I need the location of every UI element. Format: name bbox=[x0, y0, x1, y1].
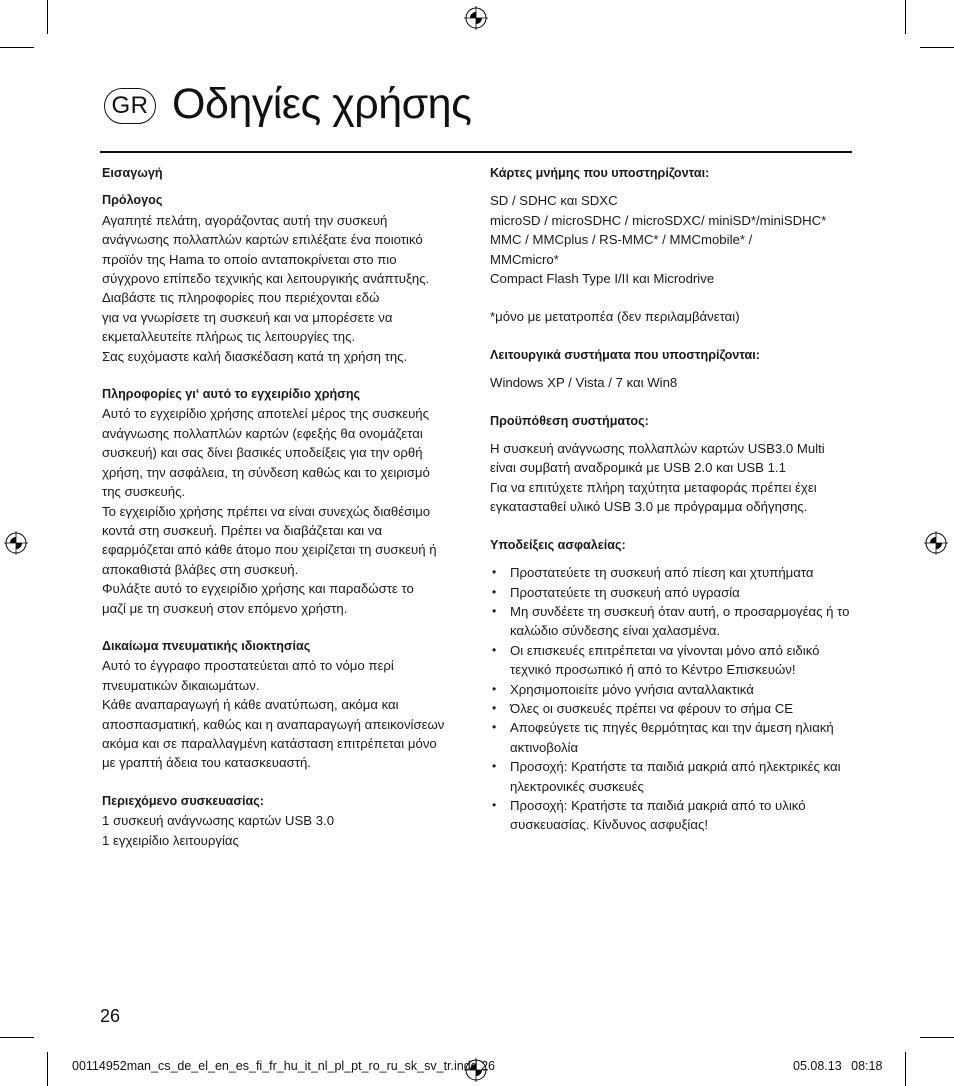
list-item: • Αποφεύγετε τις πηγές θερμότητας και την άμεση ηλιακή ακτινοβολία bbox=[490, 718, 855, 757]
text-line: σύγχρονο επίπεδο τεχνικής και λειτουργικής ανάπτυξης. bbox=[102, 271, 430, 287]
text-line: με γραπτή άδεια του κατασκευαστή. bbox=[102, 755, 311, 771]
text-line: Αγαπητέ πελάτη, αγοράζοντας αυτή την συσκευή bbox=[102, 212, 388, 228]
footer-file-name: 00114952man_cs_de_el_en_es_fi_fr_hu_it_nl_pl_pt_ro_ru_sk_sv_tr.indd 26 bbox=[72, 1059, 496, 1073]
list-item: • Όλες οι συσκευές πρέπει να φέρουν το σήμα CE bbox=[490, 699, 855, 718]
text-line: Σας ευχόμαστε καλή διασκέδαση κατά τη χρήση της. bbox=[102, 348, 408, 364]
crop-mark-top-right-vertical bbox=[905, 0, 906, 34]
text-line: Η συσκευή ανάγνωσης πολλαπλών καρτών USB3.0 Multi bbox=[490, 441, 825, 457]
text-line: SD / SDHC και SDXC bbox=[490, 193, 618, 209]
package-contents-text bbox=[102, 811, 468, 850]
supported-cards-heading: Κάρτες μνήμης που υποστηρίζονται: bbox=[490, 166, 710, 180]
copyright-text bbox=[102, 656, 468, 772]
list-item: • Χρησιμοποιείτε μόνο γνήσια ανταλλακτικά bbox=[490, 680, 855, 699]
text-line: MMC / MMCplus / RS-MMC* / MMCmobile* / bbox=[490, 232, 753, 248]
registration-mark-icon bbox=[4, 531, 28, 555]
safety-list bbox=[490, 563, 855, 835]
package-contents-heading: Περιεχόμενο συσκευασίας: bbox=[102, 793, 264, 808]
text-line: πνευματικών δικαιωμάτων. bbox=[102, 677, 260, 693]
language-badge: GR bbox=[104, 88, 156, 124]
text-line: εφαρμόζεται από κάθε άτομο που χειρίζεται τη συσκευή ή bbox=[102, 542, 437, 558]
crop-mark-bottom-right-vertical bbox=[905, 1052, 906, 1086]
preface-text bbox=[102, 211, 468, 366]
supported-cards-text bbox=[490, 191, 855, 288]
text-line: είναι συμβατή αναδρομικά με USB 2.0 και USB 1.1 bbox=[490, 460, 786, 476]
text-line: Αυτό το έγγραφο προστατεύεται από το νόμο περί bbox=[102, 658, 394, 674]
footer-date-time: 05.08.13 08:18 bbox=[793, 1059, 883, 1073]
list-item: • Οι επισκευές επιτρέπεται να γίνονται μόνο από ειδικό τεχνικό προσωπικό ή από το Κέντρο Επισκευών! bbox=[490, 641, 855, 680]
crop-mark-top-left-vertical bbox=[47, 0, 48, 34]
crop-mark-bottom-left-horizontal bbox=[0, 1037, 34, 1038]
system-requirements-heading: Προϋπόθεση συστήματος: bbox=[490, 413, 649, 428]
text-line: Διαβάστε τις πληροφορίες που περιέχονται εδώ bbox=[102, 290, 380, 306]
crop-mark-top-right-horizontal bbox=[920, 47, 954, 48]
page-number: 26 bbox=[100, 1006, 121, 1026]
text-line: Αυτό το εγχειρίδιο χρήσης αποτελεί μέρος της συσκευής bbox=[102, 406, 429, 422]
registration-mark-icon bbox=[464, 6, 488, 30]
adapter-note: *μόνο με μετατροπέα (δεν περιλαμβάνεται) bbox=[490, 309, 740, 325]
manual-info-text bbox=[102, 404, 468, 617]
text-line: μαζί με τη συσκευή στον επόμενο χρήστη. bbox=[102, 600, 348, 616]
system-requirements-text bbox=[490, 439, 855, 517]
text-line: για να γνωρίσετε τη συσκευή και να μπορέσετε να bbox=[102, 309, 393, 325]
list-item: • Μη συνδέετε τη συσκευή όταν αυτή, ο προσαρμογέας ή το καλώδιο σύνδεσης είναι χαλασμένα. bbox=[490, 602, 855, 641]
text-line: εγκατασταθεί υλικό USB 3.0 με πρόγραμμα οδήγησης. bbox=[490, 499, 808, 515]
list-item: • Προστατεύετε τη συσκευή από πίεση και χτυπήματα bbox=[490, 563, 855, 582]
text-line: Compact Flash Type I/II και Microdrive bbox=[490, 271, 715, 287]
text-line: 1 εγχειρίδιο λειτουργίας bbox=[102, 832, 239, 848]
text-line: Κάθε αναπαραγωγή ή κάθε ανατύπωση, ακόμα και bbox=[102, 697, 399, 713]
text-line: αποκαθιστά βλάβες στη συσκευή. bbox=[102, 561, 299, 577]
text-line: microSD / microSDHC / microSDXC/ miniSD*/miniSDHC* bbox=[490, 212, 827, 228]
list-item: • Προσοχή: Κρατήστε τα παιδιά μακριά από το υλικό συσκευασίας. Κίνδυνος ασφυξίας! bbox=[490, 796, 855, 835]
text-line: Το εγχειρίδιο χρήσης πρέπει να είναι συνεχώς διαθέσιμο bbox=[102, 503, 431, 519]
text-line: MMCmicro* bbox=[490, 251, 559, 267]
text-line: χρήση, την ασφάλεια, τη σύνδεση καθώς και το χειρισμό bbox=[102, 464, 430, 480]
right-column bbox=[490, 164, 855, 835]
text-line: ανάγνωσης πολλαπλών καρτών επιλέξατε ένα ποιοτικό bbox=[102, 232, 423, 248]
list-item: • Προστατεύετε τη συσκευή από υγρασία bbox=[490, 583, 855, 602]
crop-mark-bottom-right-horizontal bbox=[920, 1037, 954, 1038]
title-divider bbox=[100, 151, 852, 153]
left-column bbox=[102, 164, 468, 850]
copyright-heading: Δικαίωμα πνευματικής ιδιοκτησίας bbox=[102, 638, 311, 653]
text-line: Για να επιτύχετε πλήρη ταχύτητα μεταφοράς πρέπει έχει bbox=[490, 479, 817, 495]
crop-mark-bottom-left-vertical bbox=[47, 1052, 48, 1086]
text-line: ακόμα και σε παραλλαγμένη κατάσταση επιτρέπεται μόνο bbox=[102, 735, 437, 751]
text-line: 1 συσκευή ανάγνωσης καρτών USB 3.0 bbox=[102, 813, 335, 829]
text-line: εκμεταλλευτείτε πλήρως τις λειτουργίες της. bbox=[102, 329, 356, 345]
text-line: Φυλάξτε αυτό το εγχειρίδιο χρήσης και παραδώστε το bbox=[102, 581, 414, 597]
preface-heading: Πρόλογος bbox=[102, 193, 163, 208]
list-item: • Προσοχή: Κρατήστε τα παιδιά μακριά από ηλεκτρικές και ηλεκτρονικές συσκευές bbox=[490, 757, 855, 796]
registration-mark-icon bbox=[924, 531, 948, 555]
safety-heading: Υποδείξεις ασφαλείας: bbox=[490, 537, 626, 552]
supported-os-heading: Λειτουργικά συστήματα που υποστηρίζονται: bbox=[490, 347, 760, 362]
intro-heading: Εισαγωγή bbox=[102, 166, 163, 180]
manual-info-heading: Πληροφορίες γι‘ αυτό το εγχειρίδιο χρήσης bbox=[102, 387, 361, 402]
text-line: αποσπασματική, καθώς και η αναπαραγωγή απεικονίσεων bbox=[102, 716, 445, 732]
text-line: προϊόν της Hama το οποίο ανταποκρίνεται στο πιο bbox=[102, 251, 397, 267]
text-line: ανάγνωσης πολλαπλών καρτών (εφεξής θα ονομάζεται bbox=[102, 425, 423, 441]
page-title: Οδηγίες χρήσης bbox=[172, 80, 472, 128]
supported-os-text: Windows XP / Vista / 7 και Win8 bbox=[490, 375, 678, 391]
text-line: κοντά στη συσκευή. Πρέπει να διαβάζεται και να bbox=[102, 522, 383, 538]
crop-mark-top-left-horizontal bbox=[0, 47, 34, 48]
text-line: συσκευή) και σας δίνει βασικές υποδείξεις για την ορθή bbox=[102, 445, 423, 461]
text-line: της συσκευής. bbox=[102, 484, 186, 500]
